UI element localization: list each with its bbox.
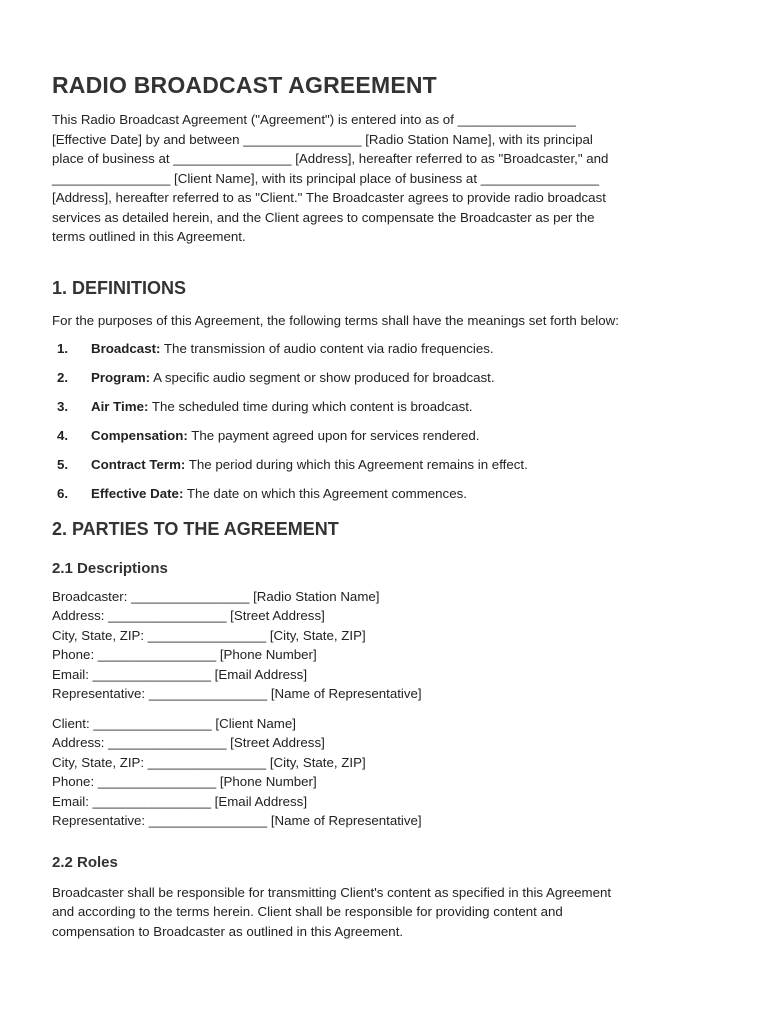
definition-text: The date on which this Agreement commences. xyxy=(183,486,467,502)
client-email-line: Email: ________________ [Email Address] xyxy=(52,793,308,809)
subsection-descriptions-heading: 2.1 Descriptions xyxy=(52,559,168,577)
intro-paragraph xyxy=(52,110,722,247)
definition-number: 3. xyxy=(57,399,69,415)
intro-line: [Effective Date] by and between ________________ [Radio Station Name], with its principal xyxy=(52,131,593,147)
definitions-intro: For the purposes of this Agreement, the following terms shall have the meanings set forth below: xyxy=(52,312,619,328)
broadcaster-email-line: Email: ________________ [Email Address] xyxy=(52,666,308,682)
definition-item xyxy=(52,426,722,446)
client-address-line: Address: ________________ [Street Address] xyxy=(52,735,325,751)
definitions-list xyxy=(52,339,722,504)
definition-item xyxy=(52,484,722,504)
definition-term: Program: xyxy=(91,370,151,386)
broadcaster-details xyxy=(52,587,722,704)
client-representative-line: Representative: ________________ [Name of Representative] xyxy=(52,813,422,829)
definition-item xyxy=(52,455,722,475)
client-phone-line: Phone: ________________ [Phone Number] xyxy=(52,774,317,790)
roles-line: and according to the terms herein. Client shall be responsible for providing content and xyxy=(52,904,563,920)
broadcaster-name-line: Broadcaster: ________________ [Radio Station Name] xyxy=(52,588,380,604)
broadcaster-city-line: City, State, ZIP: ________________ [City, State, ZIP] xyxy=(52,627,366,643)
client-city-line: City, State, ZIP: ________________ [City, State, ZIP] xyxy=(52,754,366,770)
definition-text: The scheduled time during which content is broadcast. xyxy=(148,399,473,415)
definition-number: 4. xyxy=(57,428,69,444)
broadcaster-address-line: Address: ________________ [Street Address] xyxy=(52,608,325,624)
definition-text: The payment agreed upon for services rendered. xyxy=(187,428,480,444)
definition-term: Broadcast: xyxy=(91,341,161,356)
subsection-roles-heading: 2.2 Roles xyxy=(52,853,118,871)
roles-line: Broadcaster shall be responsible for transmitting Client's content as specified in this Agreement xyxy=(52,884,612,900)
intro-line: terms outlined in this Agreement. xyxy=(52,229,246,244)
section-parties-heading: 2. PARTIES TO THE AGREEMENT xyxy=(52,518,339,539)
broadcaster-phone-line: Phone: ________________ [Phone Number] xyxy=(52,647,317,663)
definition-item xyxy=(52,368,722,388)
intro-line: ________________ [Client Name], with its principal place of business at ________________ xyxy=(52,170,600,186)
definition-number: 2. xyxy=(57,370,69,386)
intro-line: place of business at ________________ [Address], hereafter referred to as "Broadcaster," and xyxy=(52,151,609,166)
intro-line: services as detailed herein, and the Client agrees to compensate the Broadcaster as per the xyxy=(52,209,595,225)
intro-line: [Address], hereafter referred to as "Client." The Broadcaster agrees to provide radio broadcast xyxy=(52,190,606,205)
definition-number: 1. xyxy=(57,341,69,356)
definition-term: Compensation: xyxy=(91,428,188,444)
roles-line: compensation to Broadcaster as outlined in this Agreement. xyxy=(52,923,404,939)
roles-paragraph xyxy=(52,883,722,942)
definition-text: The period during which this Agreement remains in effect. xyxy=(185,457,528,473)
definition-term: Effective Date: xyxy=(91,486,184,502)
definition-number: 6. xyxy=(57,486,69,502)
definition-term: Contract Term: xyxy=(91,457,186,473)
definition-text: A specific audio segment or show produced for broadcast. xyxy=(150,370,495,386)
intro-line: This Radio Broadcast Agreement ("Agreement") is entered into as of ________________ xyxy=(52,112,576,127)
definition-number: 5. xyxy=(57,457,69,473)
definition-item xyxy=(52,397,722,417)
definition-term: Air Time: xyxy=(91,399,149,415)
definition-item xyxy=(52,339,722,359)
document-title: RADIO BROADCAST AGREEMENT xyxy=(52,72,437,98)
broadcaster-representative-line: Representative: ________________ [Name of Representative] xyxy=(52,686,422,702)
definition-text: The transmission of audio content via radio frequencies. xyxy=(160,341,494,356)
client-details xyxy=(52,714,722,831)
section-definitions-heading: 1. DEFINITIONS xyxy=(52,277,187,298)
document-page xyxy=(52,70,722,941)
client-name-line: Client: ________________ [Client Name] xyxy=(52,715,296,731)
